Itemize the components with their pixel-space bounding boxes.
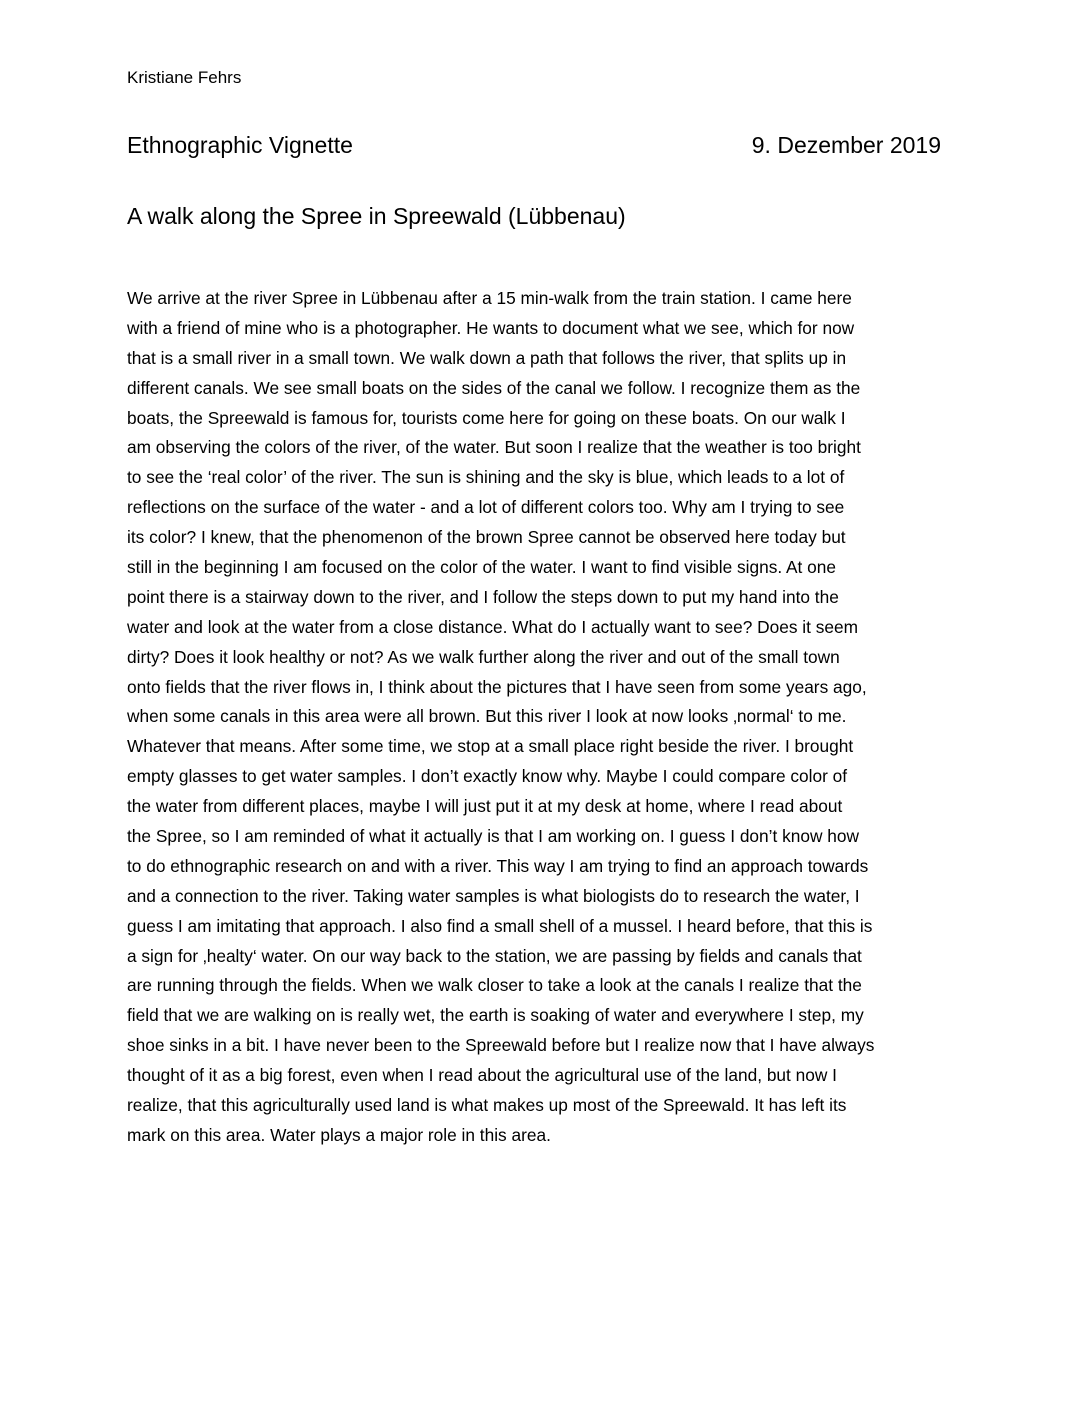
body-line: shoe sinks in a bit. I have never been to the Spreewald before but I realize now that I have always xyxy=(127,1035,875,1056)
body-paragraph xyxy=(127,284,965,1151)
body-line: still in the beginning I am focused on the color of the water. I want to find visible signs. At one xyxy=(127,557,836,578)
document-date: 9. Dezember 2019 xyxy=(751,132,941,158)
body-line: when some canals in this area were all brown. But this river I look at now looks ‚normal‘ to me. xyxy=(127,706,847,727)
author-name: Kristiane Fehrs xyxy=(127,68,242,87)
body-line: to see the ‘real color’ of the river. The sun is shining and the sky is blue, which leads to a lot of xyxy=(127,467,845,488)
body-line: its color? I knew, that the phenomenon of the brown Spree cannot be observed here today but xyxy=(127,527,846,548)
body-line: empty glasses to get water samples. I don’t exactly know why. Maybe I could compare color of xyxy=(127,766,848,787)
body-line: onto fields that the river flows in, I think about the pictures that I have seen from some years ago, xyxy=(127,676,867,697)
body-line: the water from different places, maybe I will just put it at my desk at home, where I read about xyxy=(127,796,843,817)
body-line: mark on this area. Water plays a major role in this area. xyxy=(127,1124,551,1145)
body-line: reflections on the surface of the water - and a lot of different colors too. Why am I trying to see xyxy=(127,497,845,518)
body-line: dirty? Does it look healthy or not? As we walk further along the river and out of the small town xyxy=(127,646,840,667)
body-line: am observing the colors of the river, of the water. But soon I realize that the weather is too bright xyxy=(127,437,861,458)
body-line: boats, the Spreewald is famous for, tourists come here for going on these boats. On our walk I xyxy=(127,407,846,428)
body-line: water and look at the water from a close distance. What do I actually want to see? Does it seem xyxy=(127,616,858,637)
body-line: a sign for ‚healty‘ water. On our way back to the station, we are passing by fields and canals that xyxy=(127,945,862,966)
body-line: with a friend of mine who is a photographer. He wants to document what we see, which for now xyxy=(127,317,855,338)
body-line: realize, that this agriculturally used land is what makes up most of the Spreewald. It has left its xyxy=(127,1095,847,1116)
body-line: We arrive at the river Spree in Lübbenau after a 15 min-walk from the train station. I came here xyxy=(127,288,852,308)
document-title: A walk along the Spree in Spreewald (Lübbenau) xyxy=(127,203,626,229)
body-line: field that we are walking on is really wet, the earth is soaking of water and everywhere I step, my xyxy=(127,1005,864,1026)
body-line: to do ethnographic research on and with a river. This way I am trying to find an approach towards xyxy=(127,855,869,876)
body-line: and a connection to the river. Taking water samples is what biologists do to research the water, I xyxy=(127,885,860,906)
body-line: thought of it as a big forest, even when I read about the agricultural use of the land, but now I xyxy=(127,1065,837,1086)
body-line: that is a small river in a small town. We walk down a path that follows the river, that splits up in xyxy=(127,347,847,368)
body-line: Whatever that means. After some time, we stop at a small place right beside the river. I brought xyxy=(127,736,854,757)
body-line: are running through the fields. When we walk closer to take a look at the canals I realize that the xyxy=(127,975,862,996)
body-line: the Spree, so I am reminded of what it actually is that I am working on. I guess I don’t know how xyxy=(127,826,859,847)
body-line: point there is a stairway down to the river, and I follow the steps down to put my hand into the xyxy=(127,586,839,607)
body-line: different canals. We see small boats on the sides of the canal we follow. I recognize them as the xyxy=(127,377,861,398)
document-header xyxy=(127,128,941,162)
document-type: Ethnographic Vignette xyxy=(127,132,353,158)
body-line: guess I am imitating that approach. I also find a small shell of a mussel. I heard before, that this is xyxy=(127,915,873,936)
